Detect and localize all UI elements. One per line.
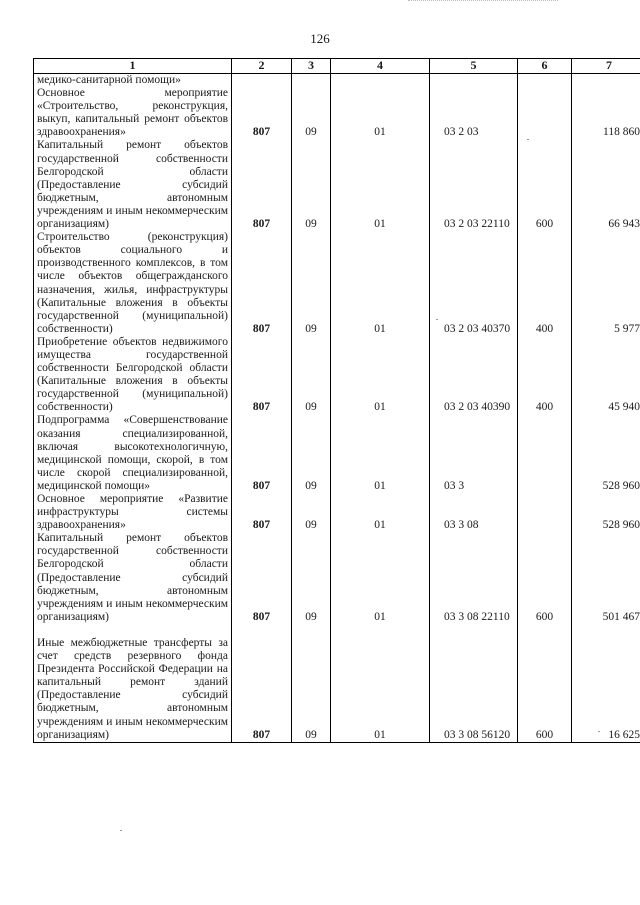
scan-speck [120, 830, 122, 831]
row-type: 600 [518, 624, 572, 742]
row-target: 03 3 08 56120 [430, 624, 518, 742]
col-header-4: 4 [331, 59, 430, 74]
col-header-6: 6 [518, 59, 572, 74]
row-code: 807 [232, 231, 292, 336]
row-type [518, 87, 572, 139]
row-code: 807 [232, 87, 292, 139]
table-row [34, 87, 640, 139]
row-subsection: 01 [331, 139, 430, 231]
row-section: 09 [292, 493, 331, 532]
row-type [518, 493, 572, 532]
row-name: Основное мероприятие «Строительство, реконструкция, выкуп, капитальный ремонт объектов здравоохранения» [34, 87, 232, 139]
row-name: Иные межбюджетные трансферты за счет средств резервного фонда Президента Российской Федерации на капитальный ремонт зданий (Предоставление субсидий бюджетным, автономным учреждениям и иным некоммерческим организациям) [34, 624, 232, 742]
row-section: 09 [292, 139, 331, 231]
row-name: Основное мероприятие «Развитие инфраструктуры системы здравоохранения» [34, 493, 232, 532]
row-amount [572, 74, 640, 88]
row-target: 03 2 03 40390 [430, 336, 518, 415]
col-header-1: 1 [34, 59, 232, 74]
row-subsection: 01 [331, 493, 430, 532]
row-target: 03 2 03 [430, 87, 518, 139]
row-code [232, 74, 292, 88]
header-row [34, 59, 640, 74]
row-name: Приобретение объектов недвижимого имущества государственной собственности Белгородской области (Капитальные вложения в объекты государственной (муниципальной) собственности) [34, 336, 232, 415]
row-target: 03 3 [430, 414, 518, 493]
table-row [34, 336, 640, 415]
row-code: 807 [232, 532, 292, 624]
row-subsection: 01 [331, 414, 430, 493]
table-row [34, 414, 640, 493]
row-section: 09 [292, 87, 331, 139]
row-section: 09 [292, 336, 331, 415]
row-subsection: 01 [331, 336, 430, 415]
row-target: 03 2 03 22110 [430, 139, 518, 231]
row-section: 09 [292, 414, 331, 493]
row-type: 600 [518, 532, 572, 624]
row-amount: 16 625 [572, 624, 640, 742]
row-amount: 528 960 [572, 493, 640, 532]
row-code: 807 [232, 139, 292, 231]
col-header-3: 3 [292, 59, 331, 74]
row-type [518, 414, 572, 493]
scan-speck [436, 319, 438, 320]
row-name: Строительство (реконструкция) объектов социального и производственного комплексов, в том числе объектов общегражданского назначения, жилья, инфраструктуры (Капитальные вложения в объекты государственной (муниципальной) собственности) [34, 231, 232, 336]
row-target [430, 74, 518, 88]
row-name: Капитальный ремонт объектов государственной собственности Белгородской области (Предоставление субсидий бюджетным, автономным учреждениям и иным некоммерческим организациям) [34, 532, 232, 624]
row-target: 03 2 03 40370 [430, 231, 518, 336]
row-type: 600 [518, 139, 572, 231]
row-amount: 5 977 [572, 231, 640, 336]
scan-header-marks [408, 0, 558, 5]
row-code: 807 [232, 624, 292, 742]
table-row [34, 139, 640, 231]
row-subsection: 01 [331, 624, 430, 742]
row-section: 09 [292, 532, 331, 624]
table-row [34, 624, 640, 742]
table-row [34, 532, 640, 624]
row-section [292, 74, 331, 88]
row-amount: 528 960 [572, 414, 640, 493]
row-code: 807 [232, 336, 292, 415]
row-subsection: 01 [331, 87, 430, 139]
row-section: 09 [292, 624, 331, 742]
row-name: Подпрограмма «Совершенствование оказания специализированной, включая высокотехнологичную, медицинской помощи, скорой, в том числе скорой специализированной, медицинской помощи» [34, 414, 232, 493]
scan-speck [598, 731, 600, 732]
table-row [34, 74, 640, 88]
row-amount: 501 467 [572, 532, 640, 624]
table-row [34, 231, 640, 336]
scan-speck [527, 139, 529, 140]
row-amount: 118 860 [572, 87, 640, 139]
row-type [518, 74, 572, 88]
col-header-2: 2 [232, 59, 292, 74]
row-name: медико-санитарной помощи» [34, 74, 232, 88]
row-type: 400 [518, 231, 572, 336]
row-code: 807 [232, 493, 292, 532]
row-target: 03 3 08 [430, 493, 518, 532]
row-section: 09 [292, 231, 331, 336]
page-number: 126 [310, 31, 330, 46]
row-type: 400 [518, 336, 572, 415]
table-row [34, 493, 640, 532]
row-subsection [331, 74, 430, 88]
row-amount: 45 940 [572, 336, 640, 415]
row-amount: 66 943 [572, 139, 640, 231]
row-target: 03 3 08 22110 [430, 532, 518, 624]
col-header-5: 5 [430, 59, 518, 74]
row-code: 807 [232, 414, 292, 493]
row-name: Капитальный ремонт объектов государственной собственности Белгородской области (Предоставление субсидий бюджетным, автономным учреждениям и иным некоммерческим организациям) [34, 139, 232, 231]
budget-table [33, 58, 640, 743]
col-header-7: 7 [572, 59, 640, 74]
row-subsection: 01 [331, 532, 430, 624]
row-subsection: 01 [331, 231, 430, 336]
